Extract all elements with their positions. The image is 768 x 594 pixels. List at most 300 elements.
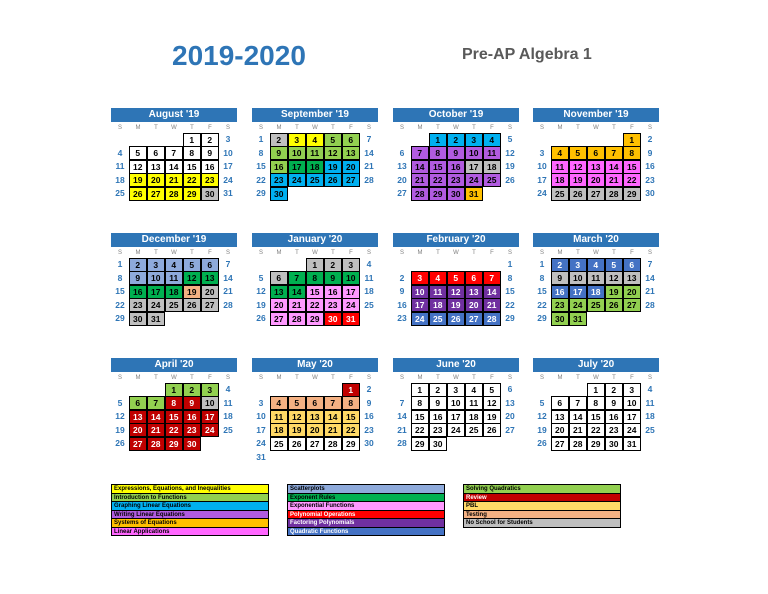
day-cell: 18 <box>551 173 570 187</box>
day-cell: 30 <box>364 438 374 448</box>
weekday-label: T <box>190 375 194 381</box>
day-cell: 29 <box>623 187 642 201</box>
weekday-label: S <box>366 375 371 381</box>
weekday-label: M <box>276 250 282 256</box>
day-cell: 12 <box>537 411 547 421</box>
day-cell: 21 <box>147 423 166 437</box>
weekday-label: T <box>331 375 335 381</box>
legend-item: Quadratic Functions <box>287 527 445 537</box>
day-cell: 8 <box>539 272 545 283</box>
day-cell: 19 <box>324 160 343 174</box>
day-cell: 18 <box>115 174 125 185</box>
day-cell: 9 <box>647 147 653 158</box>
month-title: May '20 <box>252 358 378 372</box>
day-cell: 23 <box>324 298 343 312</box>
day-cell: 26 <box>483 423 502 437</box>
day-cell: 31 <box>342 312 361 326</box>
day-cell: 20 <box>623 285 642 299</box>
day-cell: 22 <box>342 423 361 437</box>
day-cell: 18 <box>306 160 325 174</box>
day-cell: 7 <box>324 396 343 410</box>
month-calendar <box>252 108 378 201</box>
day-cell: 22 <box>537 299 547 310</box>
weekday-label: T <box>331 250 335 256</box>
day-cell: 29 <box>505 313 515 323</box>
day-cell: 26 <box>256 313 266 323</box>
day-cell: 7 <box>483 271 502 285</box>
day-cell: 25 <box>465 423 484 437</box>
day-cell: 14 <box>364 147 374 158</box>
day-cell: 7 <box>647 259 653 269</box>
weekday-label: S <box>117 250 122 256</box>
day-cell: 28 <box>147 437 166 451</box>
day-cell: 3 <box>288 133 307 147</box>
weekday-label: F <box>630 125 634 131</box>
day-cell: 20 <box>397 174 407 185</box>
legend-item: Systems of Equations <box>111 518 269 528</box>
day-cell: 17 <box>537 174 547 185</box>
day-cell: 2 <box>183 383 202 397</box>
weekday-label: W <box>453 375 459 381</box>
day-cell: 26 <box>447 312 466 326</box>
day-cell: 24 <box>411 312 430 326</box>
day-cell: 21 <box>288 298 307 312</box>
weekday-label: T <box>190 125 194 131</box>
day-cell: 13 <box>397 161 407 171</box>
day-cell: 25 <box>270 437 289 451</box>
day-cell: 17 <box>623 410 642 424</box>
day-cell: 11 <box>645 397 655 408</box>
day-cell: 22 <box>165 423 184 437</box>
legend-item: Testing <box>463 510 621 520</box>
day-cell: 26 <box>537 438 547 448</box>
day-cell: 14 <box>569 410 588 424</box>
weekday-label: S <box>117 125 122 131</box>
day-cell: 6 <box>201 258 220 272</box>
day-cell: 15 <box>587 410 606 424</box>
day-cell: 13 <box>270 285 289 299</box>
day-cell: 18 <box>223 411 233 421</box>
day-cell: 18 <box>165 285 184 299</box>
day-cell: 24 <box>465 173 484 187</box>
day-cell: 19 <box>505 161 515 171</box>
weekday-label: W <box>312 125 318 131</box>
day-cell: 25 <box>551 187 570 201</box>
day-cell: 24 <box>147 298 166 312</box>
day-cell: 14 <box>147 410 166 424</box>
day-cell: 6 <box>551 396 570 410</box>
day-cell: 17 <box>147 285 166 299</box>
day-cell: 4 <box>117 147 123 158</box>
day-cell: 19 <box>288 423 307 437</box>
day-cell: 11 <box>115 161 125 171</box>
day-cell: 15 <box>623 160 642 174</box>
day-cell: 21 <box>605 173 624 187</box>
day-cell: 9 <box>605 396 624 410</box>
legend-item: Exponent Rules <box>287 493 445 503</box>
day-cell: 14 <box>411 160 430 174</box>
day-cell: 6 <box>147 146 166 160</box>
weekday-label: S <box>647 375 652 381</box>
day-cell: 30 <box>645 188 655 198</box>
weekday-label: F <box>349 125 353 131</box>
day-cell: 14 <box>483 285 502 299</box>
day-cell: 23 <box>605 423 624 437</box>
day-cell: 7 <box>605 146 624 160</box>
day-cell: 10 <box>537 161 547 171</box>
day-cell: 8 <box>587 396 606 410</box>
day-cell: 21 <box>483 298 502 312</box>
day-cell: 26 <box>115 438 125 448</box>
month-calendar <box>533 233 659 326</box>
day-cell: 11 <box>587 271 606 285</box>
day-cell: 4 <box>551 146 570 160</box>
day-cell: 13 <box>623 271 642 285</box>
day-cell: 15 <box>256 161 266 171</box>
legend-item: Linear Applications <box>111 527 269 537</box>
day-cell: 24 <box>569 298 588 312</box>
day-cell: 28 <box>223 299 233 310</box>
day-cell: 23 <box>201 173 220 187</box>
day-cell: 19 <box>569 173 588 187</box>
day-cell: 17 <box>223 161 233 171</box>
day-cell: 5 <box>569 146 588 160</box>
day-cell: 19 <box>483 410 502 424</box>
day-cell: 17 <box>288 160 307 174</box>
day-cell: 12 <box>115 411 125 421</box>
day-cell: 1 <box>587 383 606 397</box>
day-cell: 4 <box>306 133 325 147</box>
legend-column <box>111 485 269 536</box>
weekday-label: T <box>295 375 299 381</box>
day-cell: 10 <box>147 271 166 285</box>
day-cell: 19 <box>537 424 547 435</box>
day-cell: 5 <box>129 146 148 160</box>
day-cell: 16 <box>270 160 289 174</box>
day-cell: 30 <box>605 437 624 451</box>
day-cell: 8 <box>623 146 642 160</box>
weekday-label: F <box>490 375 494 381</box>
day-cell: 29 <box>115 313 125 323</box>
day-cell: 16 <box>324 285 343 299</box>
weekday-label: T <box>612 125 616 131</box>
month-calendar <box>393 108 519 201</box>
day-cell: 9 <box>324 271 343 285</box>
day-cell: 3 <box>539 147 545 158</box>
day-cell: 15 <box>537 286 547 296</box>
weekday-label: W <box>312 250 318 256</box>
day-cell: 30 <box>551 312 570 326</box>
day-cell: 19 <box>183 285 202 299</box>
day-cell: 9 <box>399 286 405 296</box>
day-cell: 7 <box>147 396 166 410</box>
day-cell: 9 <box>366 397 372 408</box>
day-cell: 8 <box>429 146 448 160</box>
day-cell: 27 <box>129 437 148 451</box>
day-cell: 18 <box>270 423 289 437</box>
day-cell: 20 <box>201 285 220 299</box>
weekday-label: S <box>507 375 512 381</box>
day-cell: 6 <box>342 133 361 147</box>
day-cell: 29 <box>256 188 266 198</box>
day-cell: 14 <box>223 272 233 283</box>
day-cell: 3 <box>447 383 466 397</box>
day-cell: 20 <box>129 423 148 437</box>
weekday-label: S <box>399 250 404 256</box>
day-cell: 12 <box>483 396 502 410</box>
day-cell: 22 <box>256 174 266 185</box>
day-cell: 6 <box>129 396 148 410</box>
day-cell: 1 <box>623 133 642 147</box>
day-cell: 26 <box>183 298 202 312</box>
day-cell: 25 <box>483 173 502 187</box>
month-title: September '19 <box>252 108 378 122</box>
legend-column <box>287 485 445 536</box>
day-cell: 2 <box>605 383 624 397</box>
day-cell: 4 <box>165 258 184 272</box>
day-cell: 12 <box>183 271 202 285</box>
day-cell: 12 <box>505 147 515 158</box>
day-cell: 28 <box>645 299 655 310</box>
weekday-label: F <box>349 375 353 381</box>
day-cell: 22 <box>623 173 642 187</box>
day-cell: 19 <box>115 424 125 435</box>
weekday-label: F <box>349 250 353 256</box>
day-cell: 25 <box>115 188 125 198</box>
weekday-label: M <box>417 125 423 131</box>
day-cell: 15 <box>115 286 125 296</box>
day-cell: 25 <box>364 299 374 310</box>
day-cell: 7 <box>288 271 307 285</box>
weekday-label: T <box>612 375 616 381</box>
legend-item: Introduction to Functions <box>111 493 269 503</box>
day-cell: 30 <box>183 437 202 451</box>
month-calendar <box>252 233 378 326</box>
legend-item: Expressions, Equations, and Inequalities <box>111 484 269 494</box>
day-cell: 21 <box>324 423 343 437</box>
day-cell: 27 <box>397 188 407 198</box>
weekday-label: T <box>472 375 476 381</box>
day-cell: 3 <box>147 258 166 272</box>
day-cell: 23 <box>447 173 466 187</box>
weekday-label: M <box>417 250 423 256</box>
day-cell: 28 <box>288 312 307 326</box>
day-cell: 24 <box>537 188 547 198</box>
day-cell: 3 <box>342 258 361 272</box>
day-cell: 19 <box>447 298 466 312</box>
day-cell: 24 <box>623 423 642 437</box>
day-cell: 10 <box>569 271 588 285</box>
day-cell: 28 <box>165 187 184 201</box>
day-cell: 14 <box>645 272 655 283</box>
month-calendar <box>533 108 659 201</box>
day-cell: 21 <box>397 424 407 435</box>
day-cell: 25 <box>165 298 184 312</box>
day-cell: 30 <box>324 312 343 326</box>
day-cell: 9 <box>201 146 220 160</box>
day-cell: 16 <box>605 410 624 424</box>
day-cell: 6 <box>465 271 484 285</box>
day-cell: 7 <box>411 146 430 160</box>
weekday-label: S <box>539 375 544 381</box>
day-cell: 15 <box>411 410 430 424</box>
weekday-label: T <box>436 375 440 381</box>
day-cell: 20 <box>306 423 325 437</box>
weekday-label: S <box>258 375 263 381</box>
day-cell: 18 <box>465 410 484 424</box>
day-cell: 17 <box>465 160 484 174</box>
weekday-label: T <box>295 125 299 131</box>
day-cell: 28 <box>483 312 502 326</box>
day-cell: 8 <box>117 272 123 283</box>
weekday-label: W <box>312 375 318 381</box>
weekday-label: F <box>490 125 494 131</box>
day-cell: 4 <box>366 259 372 269</box>
month-title: April '20 <box>111 358 237 372</box>
day-cell: 1 <box>539 259 545 269</box>
day-cell: 17 <box>411 298 430 312</box>
day-cell: 1 <box>429 133 448 147</box>
day-cell: 1 <box>117 259 123 269</box>
day-cell: 5 <box>258 272 264 283</box>
day-cell: 30 <box>429 437 448 451</box>
day-cell: 2 <box>324 258 343 272</box>
day-cell: 23 <box>129 298 148 312</box>
day-cell: 20 <box>270 298 289 312</box>
day-cell: 13 <box>551 410 570 424</box>
day-cell: 3 <box>465 133 484 147</box>
month-title: August '19 <box>111 108 237 122</box>
day-cell: 11 <box>551 160 570 174</box>
day-cell: 13 <box>306 410 325 424</box>
day-cell: 11 <box>306 146 325 160</box>
day-cell: 28 <box>364 174 374 185</box>
day-cell: 2 <box>647 134 653 144</box>
weekday-label: S <box>258 250 263 256</box>
month-title: June '20 <box>393 358 519 372</box>
weekday-label: T <box>576 250 580 256</box>
day-cell: 2 <box>551 258 570 272</box>
weekday-label: M <box>276 375 282 381</box>
day-cell: 26 <box>129 187 148 201</box>
day-cell: 10 <box>411 285 430 299</box>
day-cell: 27 <box>623 298 642 312</box>
legend-item: Exponential Functions <box>287 501 445 511</box>
day-cell: 13 <box>147 160 166 174</box>
day-cell: 31 <box>623 437 642 451</box>
day-cell: 29 <box>411 437 430 451</box>
day-cell: 14 <box>165 160 184 174</box>
month-calendar <box>111 233 237 326</box>
day-cell: 9 <box>551 271 570 285</box>
day-cell: 10 <box>465 146 484 160</box>
month-title: July '20 <box>533 358 659 372</box>
weekday-label: T <box>154 250 158 256</box>
day-cell: 5 <box>447 271 466 285</box>
day-cell: 23 <box>429 423 448 437</box>
day-cell: 26 <box>569 187 588 201</box>
legend-item: Writing Linear Equations <box>111 510 269 520</box>
day-cell: 22 <box>115 299 125 310</box>
day-cell: 2 <box>201 133 220 147</box>
weekday-label: T <box>190 250 194 256</box>
day-cell: 16 <box>429 410 448 424</box>
weekday-label: S <box>366 125 371 131</box>
day-cell: 22 <box>429 173 448 187</box>
day-cell: 15 <box>429 160 448 174</box>
day-cell: 12 <box>447 285 466 299</box>
day-cell: 2 <box>129 258 148 272</box>
month-title: November '19 <box>533 108 659 122</box>
day-cell: 26 <box>288 437 307 451</box>
day-cell: 4 <box>270 396 289 410</box>
day-cell: 24 <box>256 438 266 448</box>
day-cell: 24 <box>223 174 233 185</box>
day-cell: 1 <box>411 383 430 397</box>
day-cell: 10 <box>623 396 642 410</box>
day-cell: 16 <box>447 160 466 174</box>
weekday-label: T <box>436 125 440 131</box>
day-cell: 17 <box>256 424 266 435</box>
day-cell: 17 <box>201 410 220 424</box>
day-cell: 9 <box>183 396 202 410</box>
day-cell: 18 <box>587 285 606 299</box>
day-cell: 23 <box>551 298 570 312</box>
day-cell: 25 <box>645 424 655 435</box>
day-cell: 10 <box>447 396 466 410</box>
legend-item: PBL <box>463 501 621 511</box>
day-cell: 12 <box>256 286 266 296</box>
day-cell: 10 <box>223 147 233 158</box>
day-cell: 23 <box>645 174 655 185</box>
day-cell: 27 <box>551 437 570 451</box>
weekday-label: T <box>576 125 580 131</box>
day-cell: 25 <box>223 424 233 435</box>
day-cell: 5 <box>288 396 307 410</box>
day-cell: 13 <box>201 271 220 285</box>
day-cell: 10 <box>201 396 220 410</box>
day-cell: 7 <box>569 396 588 410</box>
day-cell: 11 <box>223 397 233 408</box>
day-cell: 16 <box>551 285 570 299</box>
legend-item: Polynomial Operations <box>287 510 445 520</box>
weekday-label: T <box>472 250 476 256</box>
day-cell: 31 <box>147 312 166 326</box>
day-cell: 1 <box>342 383 361 397</box>
day-cell: 27 <box>342 173 361 187</box>
day-cell: 7 <box>165 146 184 160</box>
day-cell: 1 <box>165 383 184 397</box>
day-cell: 19 <box>129 173 148 187</box>
day-cell: 5 <box>483 383 502 397</box>
day-cell: 1 <box>183 133 202 147</box>
day-cell: 20 <box>342 160 361 174</box>
day-cell: 27 <box>306 437 325 451</box>
month-calendar <box>393 358 519 451</box>
day-cell: 17 <box>342 285 361 299</box>
day-cell: 4 <box>483 133 502 147</box>
day-cell: 28 <box>397 438 407 448</box>
day-cell: 29 <box>429 187 448 201</box>
day-cell: 15 <box>183 160 202 174</box>
weekday-label: S <box>539 250 544 256</box>
day-cell: 16 <box>201 160 220 174</box>
day-cell: 9 <box>447 146 466 160</box>
day-cell: 31 <box>465 187 484 201</box>
day-cell: 25 <box>306 173 325 187</box>
day-cell: 29 <box>306 312 325 326</box>
month-calendar <box>252 358 378 464</box>
